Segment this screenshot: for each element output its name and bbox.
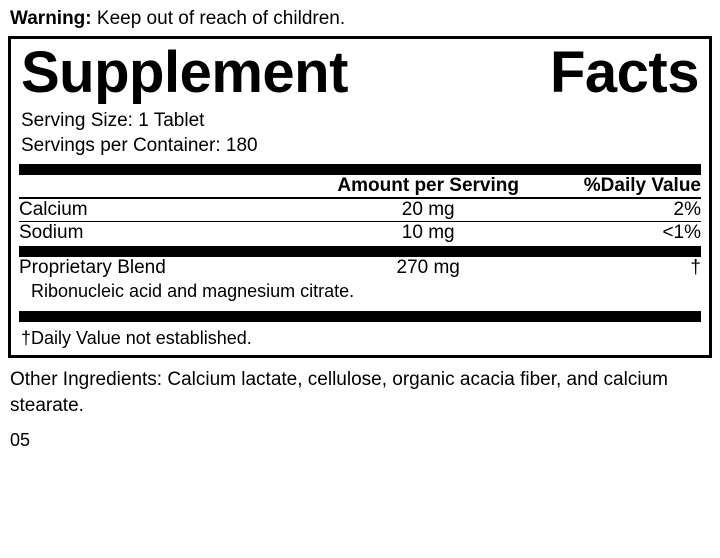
row-amount: 20 mg (401, 199, 455, 220)
serving-size: Serving Size: 1 Tablet (21, 110, 205, 131)
header-daily-value: %Daily Value (583, 175, 701, 196)
nutrient-rows (19, 199, 701, 221)
panel-title-word-2: Facts (549, 40, 699, 105)
warning-label: Warning: (10, 8, 92, 29)
panel-title (19, 42, 701, 104)
blend-amount: 270 mg (396, 257, 460, 278)
row-daily-value: <1% (662, 222, 701, 243)
facts-table (19, 175, 701, 197)
supplement-facts-panel (8, 36, 712, 358)
proprietary-blend-table (19, 257, 701, 279)
nutrient-rows-2 (19, 222, 701, 244)
table-row (19, 222, 701, 244)
rule-thick-bottom (19, 311, 701, 322)
panel-title-word-1: Supplement (21, 40, 348, 105)
rule-thick-top (19, 164, 701, 175)
blend-name: Proprietary Blend (19, 257, 166, 278)
daily-value-footnote: †Daily Value not established. (21, 328, 252, 348)
table-row (19, 199, 701, 221)
row-amount: 10 mg (401, 222, 455, 243)
servings-per-container: Servings per Container: 180 (21, 135, 258, 156)
serving-info (21, 108, 701, 158)
row-daily-value: 2% (673, 199, 701, 220)
warning-line (8, 0, 712, 36)
header-amount-per-serving: Amount per Serving (337, 175, 519, 196)
blend-ingredients: Ribonucleic acid and magnesium citrate. (31, 281, 355, 301)
blend-daily-value: † (690, 257, 701, 278)
row-name: Calcium (19, 199, 88, 220)
other-ingredients: Other Ingredients: Calcium lactate, cellulose, organic acacia fiber, and calcium stearate. (10, 369, 668, 416)
rule-thick-middle (19, 246, 701, 257)
header-nutrient (19, 175, 305, 197)
warning-text: Keep out of reach of children. (91, 8, 346, 29)
revision-code: 05 (10, 430, 31, 450)
table-row (19, 257, 701, 279)
facts-header-row (19, 175, 701, 197)
row-name: Sodium (19, 222, 84, 243)
